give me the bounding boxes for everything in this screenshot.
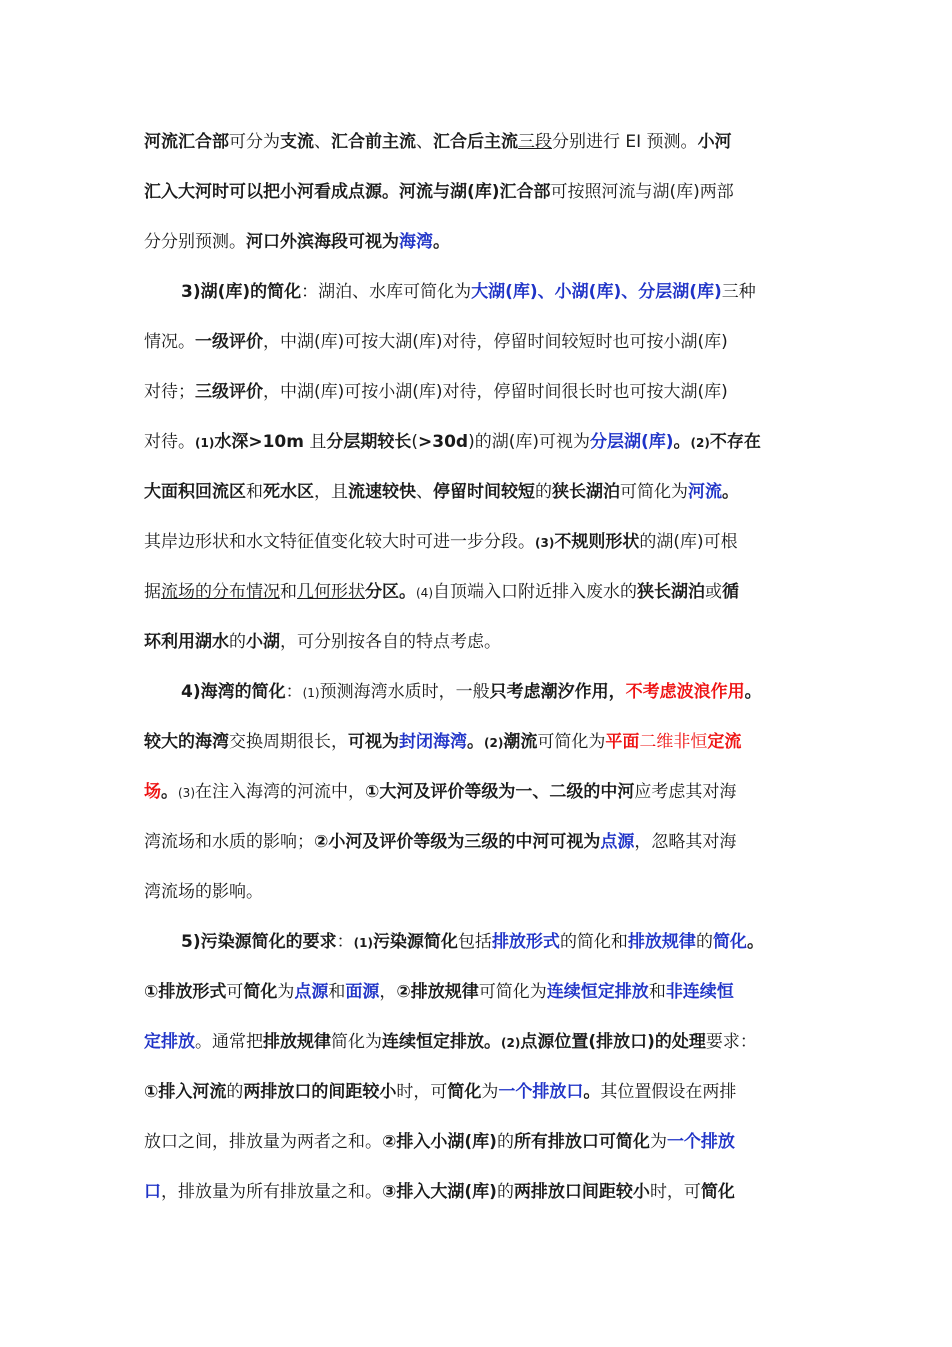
text-run: 可简化为 bbox=[537, 732, 606, 752]
text-line bbox=[144, 577, 812, 607]
text-run: 要求： bbox=[705, 1032, 757, 1052]
text-run: 几何形状 bbox=[297, 582, 365, 602]
text-run: ①排放形式 bbox=[144, 982, 227, 1002]
text-run: 简化 bbox=[700, 1182, 735, 1202]
text-run: (3) bbox=[178, 786, 195, 800]
text-run: (2) bbox=[690, 436, 710, 450]
text-line bbox=[144, 877, 812, 907]
text-run: 场 bbox=[144, 782, 161, 802]
text-run: ②排放规律 bbox=[396, 982, 479, 1002]
text-run: 三级评价 bbox=[195, 382, 263, 402]
text-run: 狭长湖泊 bbox=[637, 582, 705, 602]
text-run: 三段 bbox=[518, 132, 552, 152]
text-run: ， bbox=[608, 682, 626, 702]
text-run: 河流汇合部 bbox=[144, 132, 229, 152]
text-run: 停留时间较短 bbox=[433, 482, 535, 502]
text-run: 简化为 bbox=[331, 1032, 382, 1052]
text-run: 排放规律 bbox=[263, 1032, 331, 1052]
text-run: 或 bbox=[705, 582, 722, 602]
text-run: 排放规律 bbox=[627, 932, 696, 952]
text-run: 。 bbox=[433, 232, 450, 252]
text-line bbox=[144, 527, 812, 557]
text-run: 的 bbox=[496, 1132, 514, 1152]
text-run: ②排入小湖(库) bbox=[382, 1132, 497, 1152]
text-run: ②小河及评价等级为三级的中河 bbox=[314, 832, 550, 852]
text-run: 湾流场和水质的影响； bbox=[144, 832, 314, 852]
text-run: 据 bbox=[144, 582, 161, 602]
text-run: (1) bbox=[302, 686, 320, 700]
text-run: 定流 bbox=[707, 732, 742, 752]
text-run: 不规则形状 bbox=[554, 532, 640, 552]
text-run: ： bbox=[336, 932, 354, 952]
text-run: 的简化和 bbox=[559, 932, 628, 952]
text-run: 连续恒定排放 bbox=[546, 982, 649, 1002]
text-run: 简化 bbox=[243, 982, 278, 1002]
text-run: 分分别预测。 bbox=[144, 232, 246, 252]
text-run: 支流 bbox=[280, 132, 314, 152]
text-run: 时，可 bbox=[396, 1082, 448, 1102]
text-run: ，忽略其对海 bbox=[634, 832, 737, 852]
text-run: 时，可 bbox=[649, 1182, 701, 1202]
text-line bbox=[144, 777, 812, 807]
text-run: 点源 bbox=[600, 832, 635, 852]
text-run: 汇合前主流 bbox=[331, 132, 416, 152]
text-line bbox=[144, 427, 812, 457]
text-run: 和 bbox=[328, 982, 346, 1002]
text-run: 分别进行 EI 预测。 bbox=[552, 132, 698, 152]
text-run: 大面积回流区 bbox=[144, 482, 246, 502]
text-run: (3) bbox=[535, 536, 555, 550]
text-run: 简化 bbox=[712, 932, 747, 952]
text-run: 较大的海湾 bbox=[144, 732, 229, 752]
text-line bbox=[144, 177, 812, 207]
text-run: 在注入海湾的河流中， bbox=[195, 782, 365, 802]
text-run: 分层湖(库) bbox=[589, 432, 674, 452]
text-run: 的 bbox=[695, 932, 713, 952]
text-run: 点源 bbox=[294, 982, 329, 1002]
text-run: 分区。 bbox=[365, 582, 416, 602]
text-line bbox=[181, 277, 812, 307]
text-run: 5)污染源简化的要求 bbox=[181, 932, 337, 952]
text-run: 污染源简化 bbox=[372, 932, 458, 952]
text-line bbox=[144, 127, 812, 157]
text-run: 一个排放口 bbox=[498, 1082, 584, 1102]
text-run: 。 bbox=[484, 1032, 501, 1052]
text-run: 点源位置(排放口)的处理 bbox=[520, 1032, 706, 1052]
text-run: ：湖泊、水库可简化为 bbox=[301, 282, 472, 302]
text-run: 死水区 bbox=[263, 482, 314, 502]
text-run: 为 bbox=[481, 1082, 499, 1102]
text-run: 二维非恒 bbox=[639, 732, 708, 752]
text-run: 的湖(库)可根 bbox=[639, 532, 738, 552]
text-line bbox=[144, 727, 812, 757]
text-run: ，中湖(库)可按大湖(库)对待，停留时间较短时也可按小湖(库) bbox=[263, 332, 728, 352]
text-line bbox=[144, 977, 812, 1007]
text-line bbox=[144, 827, 812, 857]
text-run: 不考虑波浪作用 bbox=[625, 682, 745, 702]
text-run: 。通常把 bbox=[195, 1032, 263, 1052]
text-run: 的 bbox=[535, 482, 552, 502]
text-run: 排放形式 bbox=[491, 932, 560, 952]
text-run: 可按照河流与湖(库)两部 bbox=[550, 182, 734, 202]
text-run: 应考虑其对海 bbox=[634, 782, 737, 802]
text-line bbox=[181, 677, 812, 707]
text-run: 、 bbox=[314, 132, 331, 152]
text-line bbox=[144, 1027, 812, 1057]
text-run: 平面 bbox=[605, 732, 640, 752]
text-run: 。 bbox=[161, 782, 178, 802]
text-run: 可分为 bbox=[229, 132, 280, 152]
text-run: 包括 bbox=[457, 932, 492, 952]
text-run: 所有排放口可简化 bbox=[513, 1132, 650, 1152]
text-run: 两排放口的间距较小 bbox=[243, 1082, 397, 1102]
text-run: 。 bbox=[467, 732, 484, 752]
text-run: ： bbox=[285, 682, 303, 702]
text-run: 两排放口间距较小 bbox=[513, 1182, 650, 1202]
text-run: (4) bbox=[416, 586, 433, 600]
text-run: 。 bbox=[722, 482, 739, 502]
text-run: 连续恒定排放 bbox=[382, 1032, 484, 1052]
text-run: 流场的分布情况 bbox=[161, 582, 280, 602]
text-run: 简化 bbox=[447, 1082, 482, 1102]
text-run: 面源 bbox=[345, 982, 380, 1002]
text-run: 环利用湖水 bbox=[144, 632, 229, 652]
text-run: (1) bbox=[353, 936, 373, 950]
text-run: 、 bbox=[416, 482, 433, 502]
text-run: 小河 bbox=[697, 132, 732, 152]
text-run: ，且 bbox=[314, 482, 348, 502]
text-run: ， bbox=[379, 982, 397, 1002]
text-run: 定排放 bbox=[144, 1032, 195, 1052]
text-run: 只考虑潮汐作用 bbox=[489, 682, 609, 702]
text-run: 对待。 bbox=[144, 432, 195, 452]
text-line bbox=[144, 327, 812, 357]
text-run: 河流 bbox=[688, 482, 722, 502]
text-run: 和 bbox=[648, 982, 666, 1002]
text-run: 预测海湾水质时，一般 bbox=[319, 682, 490, 702]
text-line bbox=[144, 477, 812, 507]
text-run: ，中湖(库)可按小湖(库)对待，停留时间很长时也可按大湖(库) bbox=[263, 382, 728, 402]
text-run: 封闭海湾 bbox=[399, 732, 467, 752]
text-run: ，可分别按各自的特点考虑。 bbox=[280, 632, 501, 652]
text-run: 非连续恒 bbox=[665, 982, 734, 1002]
text-run: (2) bbox=[484, 736, 504, 750]
text-run: 潮流 bbox=[503, 732, 538, 752]
text-run: 循 bbox=[722, 582, 739, 602]
text-run: 。 bbox=[673, 432, 691, 452]
text-line bbox=[144, 377, 812, 407]
text-line bbox=[144, 627, 812, 657]
text-run: 口 bbox=[144, 1182, 161, 1202]
text-run: 的 bbox=[229, 632, 246, 652]
text-run: 水深>10m bbox=[214, 432, 304, 452]
text-run: 交换周期很长， bbox=[229, 732, 348, 752]
text-run: 不存在 bbox=[709, 432, 761, 452]
text-run: ，排放量为所有排放量之和。 bbox=[161, 1182, 382, 1202]
text-run: 小湖 bbox=[246, 632, 280, 652]
text-run: ( bbox=[411, 432, 418, 452]
text-run: 为 bbox=[649, 1132, 667, 1152]
text-run: >30d bbox=[418, 432, 469, 452]
text-run: 放口之间，排放量为两者之和。 bbox=[144, 1132, 382, 1152]
text-run: 海湾 bbox=[399, 232, 433, 252]
text-line bbox=[144, 227, 812, 257]
text-run: (1) bbox=[195, 436, 215, 450]
text-run: 一个排放 bbox=[666, 1132, 735, 1152]
text-run: 、 bbox=[416, 132, 433, 152]
text-run: 其岸边形状和水文特征值变化较大时可进一步分段。 bbox=[144, 532, 535, 552]
text-run: 其位置假设在两排 bbox=[600, 1082, 737, 1102]
text-run: (2) bbox=[501, 1036, 521, 1050]
text-run: 3)湖(库)的简化 bbox=[181, 282, 302, 302]
text-run: 流速较快 bbox=[348, 482, 416, 502]
text-run: 自顶端入口附近排入废水的 bbox=[433, 582, 637, 602]
text-run: 情况。 bbox=[144, 332, 195, 352]
text-run: 的 bbox=[496, 1182, 514, 1202]
text-run: ③排入大湖(库) bbox=[382, 1182, 497, 1202]
text-run: 狭长湖泊 bbox=[552, 482, 620, 502]
text-run: 。 bbox=[583, 1082, 601, 1102]
text-run: 可视为 bbox=[348, 732, 399, 752]
text-run: 可 bbox=[226, 982, 244, 1002]
text-run: 大湖(库)、小湖(库)、分层湖(库) bbox=[471, 282, 722, 302]
text-run: 且 bbox=[303, 432, 327, 452]
text-run: ①排入河流 bbox=[144, 1082, 227, 1102]
text-run: 4)海湾的简化 bbox=[181, 682, 286, 702]
text-run: 和 bbox=[246, 482, 263, 502]
text-run: 为 bbox=[277, 982, 295, 1002]
text-line bbox=[144, 1077, 812, 1107]
text-run: 三种 bbox=[721, 282, 756, 302]
text-run: 分层期较长 bbox=[326, 432, 412, 452]
text-run: 汇入大河时可以把小河看成点源。河流与湖(库)汇合部 bbox=[144, 182, 551, 202]
text-run: 可简化为 bbox=[620, 482, 688, 502]
text-run: 对待； bbox=[144, 382, 195, 402]
text-run: 。 bbox=[746, 932, 764, 952]
text-line bbox=[144, 1127, 812, 1157]
text-line bbox=[181, 927, 812, 957]
text-run: 湾流场的影响。 bbox=[144, 882, 263, 902]
text-run: ①大河及评价等级为一、二级的中河 bbox=[365, 782, 635, 802]
text-run: 和 bbox=[280, 582, 297, 602]
text-run: 可简化为 bbox=[478, 982, 547, 1002]
text-line bbox=[144, 1177, 812, 1207]
text-run: 。 bbox=[744, 682, 762, 702]
text-run: )的湖(库)可视为 bbox=[468, 432, 590, 452]
text-run: 汇合后主流 bbox=[433, 132, 518, 152]
text-run: 河口外滨海段可视为 bbox=[246, 232, 399, 252]
text-run: 可视为 bbox=[549, 832, 601, 852]
text-run: 的 bbox=[226, 1082, 244, 1102]
text-run: 一级评价 bbox=[195, 332, 263, 352]
